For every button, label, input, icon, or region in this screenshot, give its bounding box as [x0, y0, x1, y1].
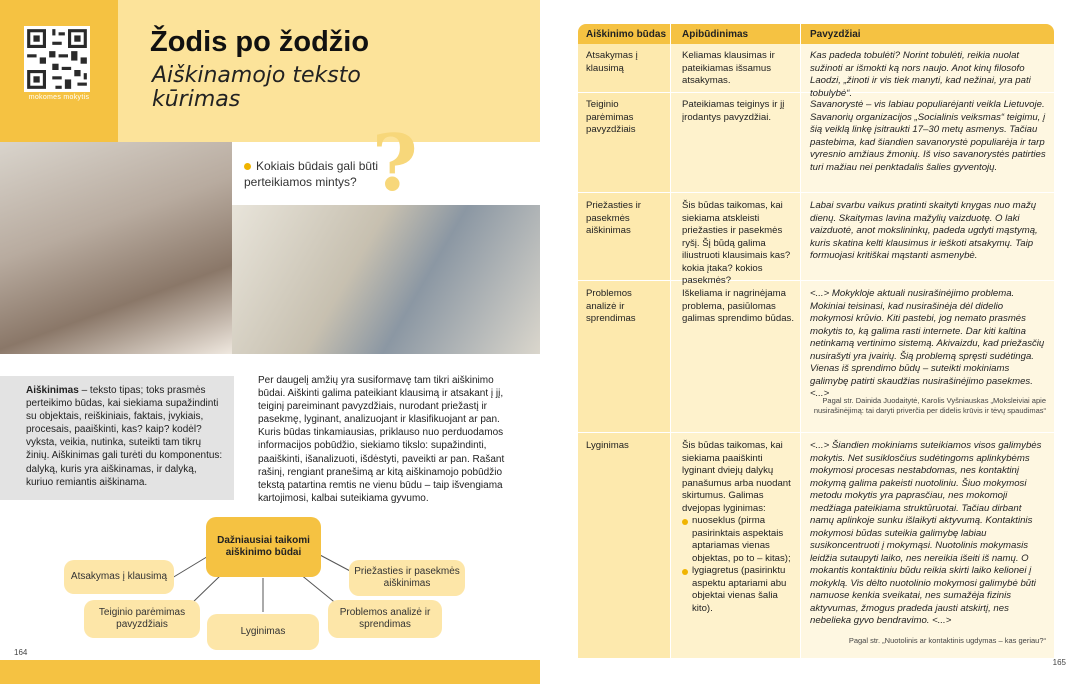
question-text: Kokiais būdais gali būti perteikiamos mintys?: [244, 159, 379, 189]
table-cell-method: Priežasties ir pasekmės aiškinimas: [586, 200, 641, 236]
definition-term: Aiškinimas: [26, 385, 79, 396]
diagram-node-examples: Teiginio parėmimas pavyzdžiais: [84, 600, 200, 638]
list-item: nuoseklus (pirma pasirinktais aspektais aptariamas vienas objektas, po to – kitas);: [682, 515, 794, 565]
woman-laptop-photo: [232, 205, 540, 354]
page-number-right: 165: [1052, 658, 1066, 667]
col-divider: [670, 24, 671, 658]
diagram-node-comparison: Lyginimas: [207, 614, 319, 650]
intro-paragraph: Per daugelį amžių yra susiformavę tam tikri aiškinimo būdai. Aiškinti galima pateikiant klausimą ir atsakant į jį, teiginį pareiminant pavyzdžiais, nurodant priežastį ir pasekmę, lyginant, analizuojant ir klasifikuojant ar pan. Kuris būdas tinkamiausias, priklauso nuo perduodamos informacijos pobūdžio, siekiamo tikslo: supažindinti, paaiškinti, išanalizuoti, išdėstyti, paveikti ar pan. Rašant rašinį, rengiant pranešimą ar kitą aiškinamojo pobūdžio tekstą patartina remtis ne vienu būdu – taip išvengiama kartojimosi, kalbai suteikiama gyvumo.: [258, 375, 505, 504]
footer-band: [0, 660, 540, 684]
definition-text: [26, 384, 226, 489]
question-mark-icon: ?: [372, 118, 418, 209]
qr-code-icon[interactable]: [24, 26, 90, 92]
table-cell-desc: Keliamas klausimas ir pateikiamas išsamus atsakymas.: [682, 50, 775, 86]
diagram-node-answer: Atsakymas į klausimą: [64, 560, 174, 594]
list-item: lygiagretus (pasirinktu aspektu aptariami abu objektai vienas šalia kito).: [682, 565, 794, 615]
table-cell-method: Lyginimas: [586, 440, 629, 451]
col-divider: [800, 24, 801, 658]
table-cell-desc: Iškeliama ir nagrinėjama problema, pasiūlomas galimas sprendimo būdas.: [682, 288, 794, 324]
table-cell-method: Problemos analizė ir sprendimas: [586, 288, 636, 324]
bullet-dot-icon: [244, 163, 251, 170]
row-divider: [578, 432, 1054, 433]
row-divider: [578, 192, 1054, 193]
page-number-left: 164: [14, 648, 28, 657]
definition-body: – teksto tipas; toks prasmės perteikimo būdas, kai siekiama supažindinti su objektais, reiškiniais, faktais, įvykiais, procesais, paaiškinti, kas? kaip? kodėl? vyksta, veikia, nutinka, suteikti tam tikrų žinių. Aiškinimas gali turėti du komponentus: dalyką, kuris yra aiškinamas, ir dalyką, kuriuo remiantis aiškinama.: [26, 385, 223, 488]
page-subtitle: Aiškinamojo teksto kūrimas: [152, 63, 361, 112]
table-header-method: Aiškinimo būdas: [586, 29, 667, 40]
source-note: Pagal str. „Nuotolinis ar kontaktinis ugdymas – kas geriau?“: [848, 636, 1046, 645]
table-cell-method: Teiginio parėmimas pavyzdžiais: [586, 99, 636, 135]
table-cell-method: Atsakymas į klausimą: [586, 50, 638, 74]
question-prompt: [244, 158, 384, 190]
diagram-node-problem: Problemos analizė ir sprendimas: [328, 600, 442, 638]
table-cell-desc: Šis būdas taikomas, kai siekiama atskleisti priežasties ir pasekmės ryšį. Šį būdą galima iliustruoti klausimais kas? kokia įtaka? kokios pasekmės?: [682, 200, 791, 286]
row-divider: [578, 280, 1054, 281]
table-cell-example: <...> Šiandien mokiniams suteikiamos visos galimybės mokytis. Net susiklosčius sudėtingoms aplinkybėms mokymosi procesas nestabdomas, nes kontaktinį mokymą galima pakeisti nuotoliniu. Šiuo mokymosi metodu mokytis yra paprasčiau, nes mokomoji medžiaga pateikiama struktūruotai. Tačiau dirbant namų aplinkoje sunku išlaikyti aktyvumą. Kontaktinis mokymosi būdas suteikia galimybę labiau susikoncentruoti į mokymąsi. Nuotolinis mokymasis leidžia sutaupyti laiko, nes nereikia išeiti iš namų. O mokantis kontaktiniu būdu reikia skirti laiko kelionei į mokyklą. Vis dėlto nuotolinio mokymosi galimybė būti namuose kenkia sveikatai, nes sumažėja fizinis aktyvumas, žmogus pradeda jausti atskirtį, nes nebelieka gyvo bendravimo. <...>: [810, 440, 1042, 626]
table-header-example: Pavyzdžiai: [810, 29, 861, 40]
table-cell-example: <...> Mokykloje aktuali nusirašinėjimo problema. Mokiniai teisinasi, kad nusirašinėja dėl didelio mokymosi krūvio. Kiti pastebi, jog nemato prasmės mokytis to, ką galima rasti internete. Dar kiti kaltina netinkamą vertinimo sistemą. Akivaizdu, kad priežasčių nusirašyti yra įvairių. Šią problemą spręsti sudėtinga. Vienas iš sprendimo būdų – suteikti mokiniams galimybę patirti skaudžias nusirašinėjimo pasekmes. <...>: [810, 288, 1045, 399]
table-cell-example: Labai svarbu vaikus pratinti skaityti knygas nuo mažų dienų. Skaitymas lavina mažylių vaizduotę. O laki vaizduotė, anot mokslininkų, padeda ugdyti mąstymą, kuris skatina kelti klausimus ir ieškoti atsakymų. Taip formuojasi kritiškai mąstanti asmenybė.: [810, 200, 1038, 261]
table-cell-desc: Pateikiamas teiginys ir jį įrodantys pavyzdžiai.: [682, 99, 785, 123]
diagram-node-cause: Priežasties ir pasekmės aiškinimas: [349, 560, 465, 596]
source-note: Pagal str. Dainida Juodaitytė, Karolis Vyšniauskas „Moksleiviai apie nusirašinėjimą: tai daryti priverčia per didelis krūvis ir tėvų spaudimas“: [813, 396, 1046, 415]
comparison-desc: Šis būdas taikomas, kai siekiama paaiškinti lyginant dviejų dalykų panašumus arba nuodant skirtumus. Galimas dvejopas lyginimas:: [682, 440, 791, 514]
table-cell-desc: [682, 440, 794, 615]
qr-panel: [0, 0, 118, 142]
table-cell-example: Savanorystė – vis labiau populiarėjanti veikla Lietuvoje. Savanorių organizacijos „Socialinis veiksmas“ teigimu, į šią veiklą linkę įsitraukti 17–30 metų asmenys. Tačiau pastebima, kad šiandien savanorystė populiarėja ir tarp vyresnio amžiaus žmonių. Iš viso savanorystės patirties turi mažiau nei penktadalis šalies gyventojų.: [810, 99, 1046, 173]
students-writing-photo: [0, 142, 232, 354]
table-cell-example: Kas padeda tobulėti? Norint tobulėti, reikia nuolat sužinoti ar išmokti ką nors naujo. Anot kinų filosofo Laodzi, „žinoti ir vis tiek manyti, kad nežinai, yra pati tobulybė“.: [810, 50, 1031, 99]
comparison-bullets: [682, 515, 794, 615]
table-header-desc: Apibūdinimas: [682, 29, 749, 40]
diagram-center-node: Dažniausiai taikomi aiškinimo būdai: [206, 517, 321, 577]
qr-caption: mokomes mokytis: [28, 94, 90, 101]
page-title: Žodis po žodžio: [150, 26, 370, 58]
